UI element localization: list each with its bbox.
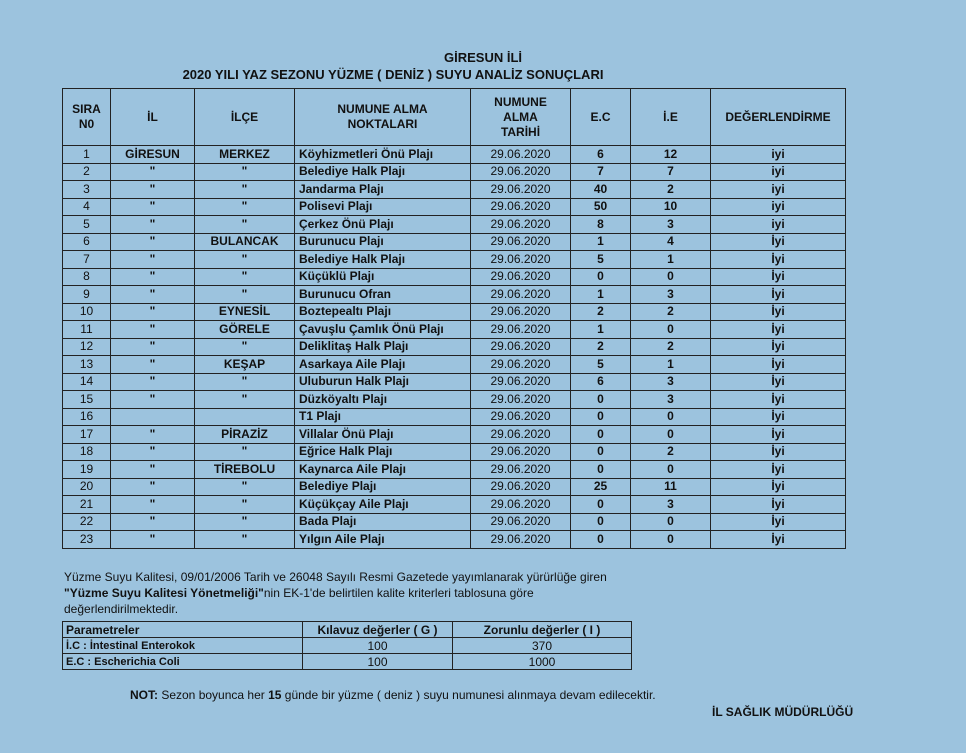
row-sampling-point: Düzköyaltı Plajı [295,391,471,409]
row-evaluation: iyi [711,146,846,164]
row-ec-value: 0 [571,496,631,514]
row-sampling-date: 29.06.2020 [471,321,571,339]
row-ie-value: 12 [631,146,711,164]
row-ie-value: 3 [631,391,711,409]
row-sampling-date: 29.06.2020 [471,268,571,286]
row-evaluation: İyi [711,391,846,409]
row-sampling-point: T1 Plajı [295,408,471,426]
param-name: İ.C : İntestinal Enterokok [63,638,303,654]
row-sampling-date: 29.06.2020 [471,233,571,251]
row-evaluation: İyi [711,426,846,444]
row-evaluation: İyi [711,286,846,304]
row-evaluation: İyi [711,373,846,391]
params-header-guide: Kılavuz değerler ( G ) [303,622,453,638]
row-ie-value: 2 [631,443,711,461]
row-sampling-date: 29.06.2020 [471,216,571,234]
table-header-row [63,89,846,146]
row-il: " [111,233,195,251]
params-header-row [63,622,632,638]
row-evaluation: İyi [711,478,846,496]
paragraph-line-1: Yüzme Suyu Kalitesi, 09/01/2006 Tarih ve 26048 Sayılı Resmi Gazetede yayımlanarak yürürlüğe giren [64,570,607,584]
row-number: 20 [63,478,111,496]
row-number: 13 [63,356,111,374]
table-row [63,303,846,321]
row-ilce: " [195,286,295,304]
row-ie-value: 3 [631,216,711,234]
row-il: " [111,391,195,409]
row-number: 17 [63,426,111,444]
row-number: 1 [63,146,111,164]
row-ie-value: 0 [631,531,711,549]
row-ilce [195,408,295,426]
row-ec-value: 7 [571,163,631,181]
row-ec-value: 1 [571,233,631,251]
row-ie-value: 0 [631,461,711,479]
row-number: 2 [63,163,111,181]
row-sampling-date: 29.06.2020 [471,251,571,269]
row-sampling-date: 29.06.2020 [471,373,571,391]
row-number: 8 [63,268,111,286]
row-number: 12 [63,338,111,356]
row-ilce: " [195,373,295,391]
row-sampling-date: 29.06.2020 [471,426,571,444]
row-il: " [111,496,195,514]
table-row [63,478,846,496]
row-evaluation: İyi [711,496,846,514]
row-sampling-date: 29.06.2020 [471,513,571,531]
row-evaluation: İyi [711,356,846,374]
document-title: GİRESUN İLİ [443,50,522,65]
row-il: " [111,321,195,339]
document-subtitle: 2020 YILI YAZ SEZONU YÜZME ( DENİZ ) SUYU ANALİZ SONUÇLARI [182,67,604,82]
row-evaluation: İyi [711,461,846,479]
row-evaluation: İyi [711,251,846,269]
header-ec: E.C [571,89,631,146]
row-sampling-point: Uluburun Halk Plajı [295,373,471,391]
row-number: 22 [63,513,111,531]
row-ilce: BULANCAK [195,233,295,251]
row-ilce: " [195,443,295,461]
row-ie-value: 7 [631,163,711,181]
row-ie-value: 1 [631,251,711,269]
params-row [63,654,632,670]
row-sampling-point: Burunucu Plajı [295,233,471,251]
row-ie-value: 0 [631,513,711,531]
row-number: 5 [63,216,111,234]
row-ilce: " [195,216,295,234]
row-evaluation: İyi [711,303,846,321]
row-sampling-date: 29.06.2020 [471,478,571,496]
row-number: 18 [63,443,111,461]
table-row [63,461,846,479]
table-row [63,163,846,181]
row-evaluation: iyi [711,181,846,199]
row-sampling-point: Deliklitaş Halk Plajı [295,338,471,356]
row-ie-value: 11 [631,478,711,496]
row-evaluation: İyi [711,268,846,286]
row-ie-value: 0 [631,408,711,426]
row-il: " [111,198,195,216]
row-ilce: " [195,198,295,216]
row-sampling-point: Çerkez Önü Plajı [295,216,471,234]
note-label: NOT: [130,688,158,702]
row-il: " [111,443,195,461]
row-sampling-point: Jandarma Plajı [295,181,471,199]
row-ie-value: 4 [631,233,711,251]
row-ec-value: 1 [571,321,631,339]
row-ilce: GÖRELE [195,321,295,339]
row-ilce: MERKEZ [195,146,295,164]
params-header-mandatory: Zorunlu değerler ( I ) [453,622,632,638]
param-guide-value: 100 [303,638,453,654]
row-ie-value: 0 [631,321,711,339]
table-row [63,321,846,339]
header-ilce: İLÇE [195,89,295,146]
row-il: " [111,163,195,181]
row-ec-value: 0 [571,461,631,479]
header-numune-tarihi: NUMUNE ALMA TARİHİ [471,89,571,146]
row-evaluation: İyi [711,513,846,531]
results-table [62,88,846,549]
row-sampling-point: Belediye Plajı [295,478,471,496]
row-ilce: " [195,268,295,286]
row-evaluation: İyi [711,321,846,339]
season-note: NOT: Sezon boyunca her 15 günde bir yüzme ( deniz ) suyu numunesi alınmaya devam edilecektir. [130,688,656,702]
params-row [63,638,632,654]
row-ilce: EYNESİL [195,303,295,321]
row-ec-value: 40 [571,181,631,199]
row-number: 6 [63,233,111,251]
row-number: 21 [63,496,111,514]
row-il: " [111,338,195,356]
row-sampling-date: 29.06.2020 [471,338,571,356]
table-row [63,251,846,269]
table-row [63,408,846,426]
table-row [63,391,846,409]
row-ilce: " [195,496,295,514]
table-row [63,146,846,164]
row-il: " [111,426,195,444]
row-evaluation: İyi [711,408,846,426]
row-number: 3 [63,181,111,199]
param-name: E.C : Escherichia Coli [63,654,303,670]
parameters-table [62,621,632,670]
row-sampling-point: Villalar Önü Plajı [295,426,471,444]
row-ec-value: 0 [571,391,631,409]
row-il [111,408,195,426]
row-number: 23 [63,531,111,549]
row-il: " [111,478,195,496]
row-ec-value: 5 [571,251,631,269]
table-row [63,198,846,216]
row-number: 9 [63,286,111,304]
table-row [63,531,846,549]
row-sampling-point: Kaynarca Aile Plajı [295,461,471,479]
table-row [63,338,846,356]
row-il: " [111,461,195,479]
row-number: 7 [63,251,111,269]
param-mandatory-value: 1000 [453,654,632,670]
header-ie: İ.E [631,89,711,146]
row-sampling-point: Polisevi Plajı [295,198,471,216]
row-ilce: " [195,513,295,531]
row-number: 16 [63,408,111,426]
row-ie-value: 3 [631,373,711,391]
row-sampling-point: Çavuşlu Çamlık Önü Plajı [295,321,471,339]
row-ec-value: 1 [571,286,631,304]
row-sampling-date: 29.06.2020 [471,286,571,304]
paragraph-line-3: değerlendirilmektedir. [64,602,179,616]
regulation-name: "Yüzme Suyu Kalitesi Yönetmeliği" [64,586,264,600]
row-ec-value: 8 [571,216,631,234]
row-ie-value: 1 [631,356,711,374]
row-sampling-date: 29.06.2020 [471,391,571,409]
regulation-paragraph [64,569,704,617]
params-header-name: Parametreler [63,622,303,638]
row-sampling-date: 29.06.2020 [471,496,571,514]
row-ie-value: 3 [631,286,711,304]
row-sampling-point: Küçüklü Plajı [295,268,471,286]
row-sampling-point: Boztepealtı Plajı [295,303,471,321]
row-sampling-date: 29.06.2020 [471,181,571,199]
row-ie-value: 0 [631,268,711,286]
row-ec-value: 0 [571,268,631,286]
header-il: İL [111,89,195,146]
row-il: " [111,356,195,374]
row-ilce: PİRAZİZ [195,426,295,444]
row-ie-value: 0 [631,426,711,444]
row-ec-value: 0 [571,426,631,444]
row-number: 11 [63,321,111,339]
row-ec-value: 6 [571,146,631,164]
row-ilce: " [195,163,295,181]
header-numune-noktalari: NUMUNE ALMA NOKTALARI [295,89,471,146]
param-guide-value: 100 [303,654,453,670]
row-ilce: " [195,391,295,409]
row-sampling-point: Yılgın Aile Plajı [295,531,471,549]
row-sampling-date: 29.06.2020 [471,461,571,479]
row-ec-value: 6 [571,373,631,391]
row-sampling-date: 29.06.2020 [471,146,571,164]
header-sira: SIRA N0 [63,89,111,146]
header-degerlendirme: DEĞERLENDİRME [711,89,846,146]
row-ec-value: 2 [571,338,631,356]
row-ie-value: 10 [631,198,711,216]
row-ie-value: 2 [631,181,711,199]
row-evaluation: İyi [711,443,846,461]
row-ilce: " [195,531,295,549]
note-interval: 15 [268,688,282,702]
row-il: " [111,303,195,321]
row-ec-value: 50 [571,198,631,216]
row-ilce: KEŞAP [195,356,295,374]
table-row [63,443,846,461]
row-evaluation: İyi [711,531,846,549]
signature: İL SAĞLIK MÜDÜRLÜĞÜ [712,705,854,719]
row-ie-value: 3 [631,496,711,514]
row-ie-value: 2 [631,338,711,356]
row-sampling-point: Asarkaya Aile Plajı [295,356,471,374]
row-il: " [111,268,195,286]
table-row [63,216,846,234]
row-il: " [111,373,195,391]
row-sampling-date: 29.06.2020 [471,531,571,549]
row-sampling-point: Belediye Halk Plajı [295,251,471,269]
row-sampling-point: Köyhizmetleri Önü Plajı [295,146,471,164]
table-row [63,181,846,199]
row-number: 4 [63,198,111,216]
row-ec-value: 0 [571,513,631,531]
row-evaluation: İyi [711,338,846,356]
table-row [63,426,846,444]
row-sampling-point: Belediye Halk Plajı [295,163,471,181]
row-ec-value: 0 [571,408,631,426]
table-row [63,513,846,531]
row-ec-value: 5 [571,356,631,374]
row-number: 10 [63,303,111,321]
row-il: " [111,531,195,549]
row-evaluation: iyi [711,216,846,234]
row-ilce: " [195,478,295,496]
row-number: 14 [63,373,111,391]
table-row [63,268,846,286]
row-number: 19 [63,461,111,479]
row-il: " [111,181,195,199]
table-row [63,356,846,374]
row-evaluation: iyi [711,198,846,216]
row-sampling-date: 29.06.2020 [471,198,571,216]
row-il: " [111,216,195,234]
row-sampling-point: Burunucu Ofran [295,286,471,304]
row-sampling-date: 29.06.2020 [471,303,571,321]
row-number: 15 [63,391,111,409]
row-ilce: " [195,251,295,269]
table-row [63,496,846,514]
row-ilce: " [195,181,295,199]
row-ec-value: 2 [571,303,631,321]
row-il: " [111,513,195,531]
row-sampling-point: Küçükçay Aile Plajı [295,496,471,514]
row-il: GİRESUN [111,146,195,164]
row-ie-value: 2 [631,303,711,321]
table-row [63,286,846,304]
table-row [63,373,846,391]
row-il: " [111,251,195,269]
row-evaluation: İyi [711,233,846,251]
param-mandatory-value: 370 [453,638,632,654]
row-ilce: TİREBOLU [195,461,295,479]
row-ec-value: 0 [571,443,631,461]
row-sampling-point: Bada Plajı [295,513,471,531]
row-il: " [111,286,195,304]
paragraph-line-2: "Yüzme Suyu Kalitesi Yönetmeliği"nin EK-1'de belirtilen kalite kriterleri tablosuna göre [64,586,534,600]
table-row [63,233,846,251]
row-ec-value: 25 [571,478,631,496]
row-ilce: " [195,338,295,356]
row-sampling-date: 29.06.2020 [471,408,571,426]
row-evaluation: iyi [711,163,846,181]
row-sampling-date: 29.06.2020 [471,443,571,461]
row-ec-value: 0 [571,531,631,549]
row-sampling-date: 29.06.2020 [471,356,571,374]
row-sampling-point: Eğrice Halk Plajı [295,443,471,461]
row-sampling-date: 29.06.2020 [471,163,571,181]
